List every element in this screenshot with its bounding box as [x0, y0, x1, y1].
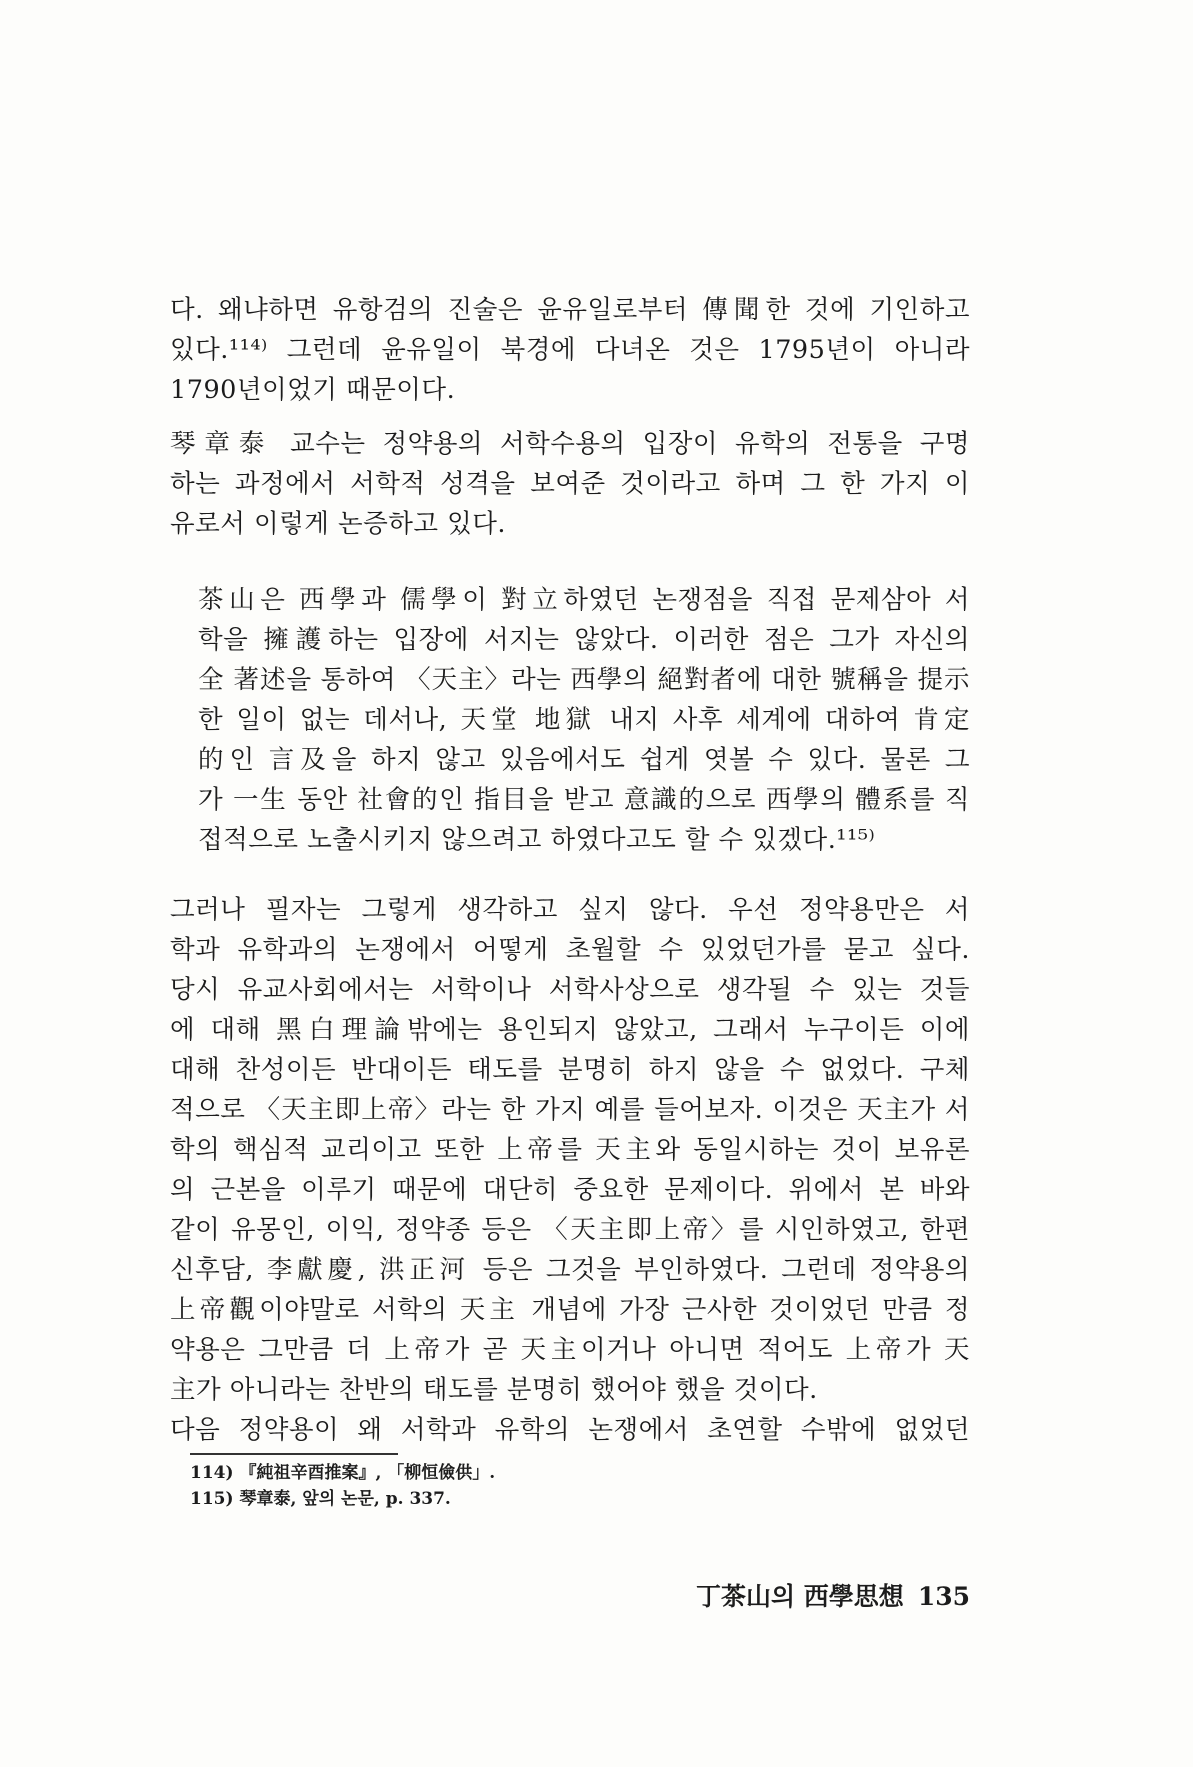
quote-line: 가 一生 동안 社會的인 指目을 받고 意識的으로 西學의 體系를 직: [198, 785, 970, 815]
quote-line: 학을 擁護하는 입장에 서지는 않았다. 이러한 점은 그가 자신의: [198, 625, 970, 655]
paragraph-1: [170, 290, 970, 410]
quote-line: 한 일이 없는 데서나, 天堂 地獄 내지 사후 세계에 대하여 肯定: [198, 705, 970, 735]
text-line: 같이 유몽인, 이익, 정약종 등은 〈天主即上帝〉를 시인하였고, 한편: [170, 1215, 970, 1245]
text-line: 대해 찬성이든 반대이든 태도를 분명히 하지 않을 수 없었다. 구체: [170, 1055, 970, 1085]
text-line: 당시 유교사회에서는 서학이나 서학사상으로 생각될 수 있는 것들: [170, 975, 970, 1005]
text-line: 신후담, 李獻慶, 洪正河 등은 그것을 부인하였다. 그런데 정약용의: [170, 1255, 970, 1285]
running-title: 丁茶山의 西學思想: [695, 1582, 904, 1611]
spacer: [170, 860, 970, 890]
quote-line: 全 著述을 통하여 〈天主〉라는 西學의 絕對者에 대한 號稱을 提示: [198, 665, 970, 695]
running-footer: [660, 1580, 970, 1614]
text-line: 에 대해 黑白理論밖에는 용인되지 않았고, 그래서 누구이든 이에: [170, 1015, 970, 1045]
quote-line: 的인 言及을 하지 않고 있음에서도 쉽게 엿볼 수 있다. 물론 그: [198, 745, 970, 775]
paragraph-3: [170, 890, 970, 1410]
quote-line: 茶山은 西學과 儒學이 對立하였던 논쟁점을 직접 문제삼아 서: [198, 585, 970, 615]
text-line: 다. 왜냐하면 유항검의 진술은 윤유일로부터 傳聞한 것에 기인하고: [170, 295, 970, 325]
text-line: 1790년이었기 때문이다.: [170, 375, 456, 405]
text-line: 의 근본을 이루기 때문에 대단히 중요한 문제이다. 위에서 본 바와: [170, 1175, 970, 1205]
text-line: 유로서 이렇게 논증하고 있다.: [170, 509, 507, 539]
text-line: 琴章泰 교수는 정약용의 서학수용의 입장이 유학의 전통을 구명: [170, 429, 970, 459]
text-line: 약용은 그만큼 더 上帝가 곧 天主이거나 아니면 적어도 上帝가 天: [170, 1335, 970, 1365]
paragraph-2: [170, 424, 970, 544]
footnote-115: 115) 琴章泰, 앞의 논문, p. 337.: [190, 1489, 451, 1509]
footnote-114: 114) 『純祖辛酉推案』, 「柳恒儉供」.: [190, 1463, 496, 1483]
spacer: [170, 544, 970, 580]
text-line: 다음 정약용이 왜 서학과 유학의 논쟁에서 초연할 수밖에 없었던: [170, 1415, 970, 1445]
block-quote: [198, 580, 970, 860]
footnote-divider: [190, 1453, 398, 1455]
text-line: 적으로 〈天主即上帝〉라는 한 가지 예를 들어보자. 이것은 天主가 서: [170, 1095, 970, 1125]
text-line: 있다.¹¹⁴⁾ 그런데 윤유일이 북경에 다녀온 것은 1795년이 아니라: [170, 335, 970, 365]
text-line: 그러나 필자는 그렇게 생각하고 싶지 않다. 우선 정약용만은 서: [170, 895, 970, 925]
footnotes: [190, 1460, 690, 1512]
page-number: 135: [917, 1582, 970, 1611]
spacer: [170, 410, 970, 424]
text-line: 학의 핵심적 교리이고 또한 上帝를 天主와 동일시하는 것이 보유론: [170, 1135, 970, 1165]
paragraph-4: [170, 1410, 970, 1450]
quote-line: 접적으로 노출시키지 않으려고 하였다고도 할 수 있겠다.¹¹⁵⁾: [198, 825, 876, 855]
text-line: 학과 유학과의 논쟁에서 어떻게 초월할 수 있었던가를 묻고 싶다.: [170, 935, 970, 965]
text-line: 主가 아니라는 찬반의 태도를 분명히 했어야 했을 것이다.: [170, 1375, 818, 1405]
text-line: 上帝觀이야말로 서학의 天主 개념에 가장 근사한 것이었던 만큼 정: [170, 1295, 970, 1325]
text-line: 하는 과정에서 서학적 성격을 보여준 것이라고 하며 그 한 가지 이: [170, 469, 970, 499]
page-body: [170, 290, 970, 1450]
